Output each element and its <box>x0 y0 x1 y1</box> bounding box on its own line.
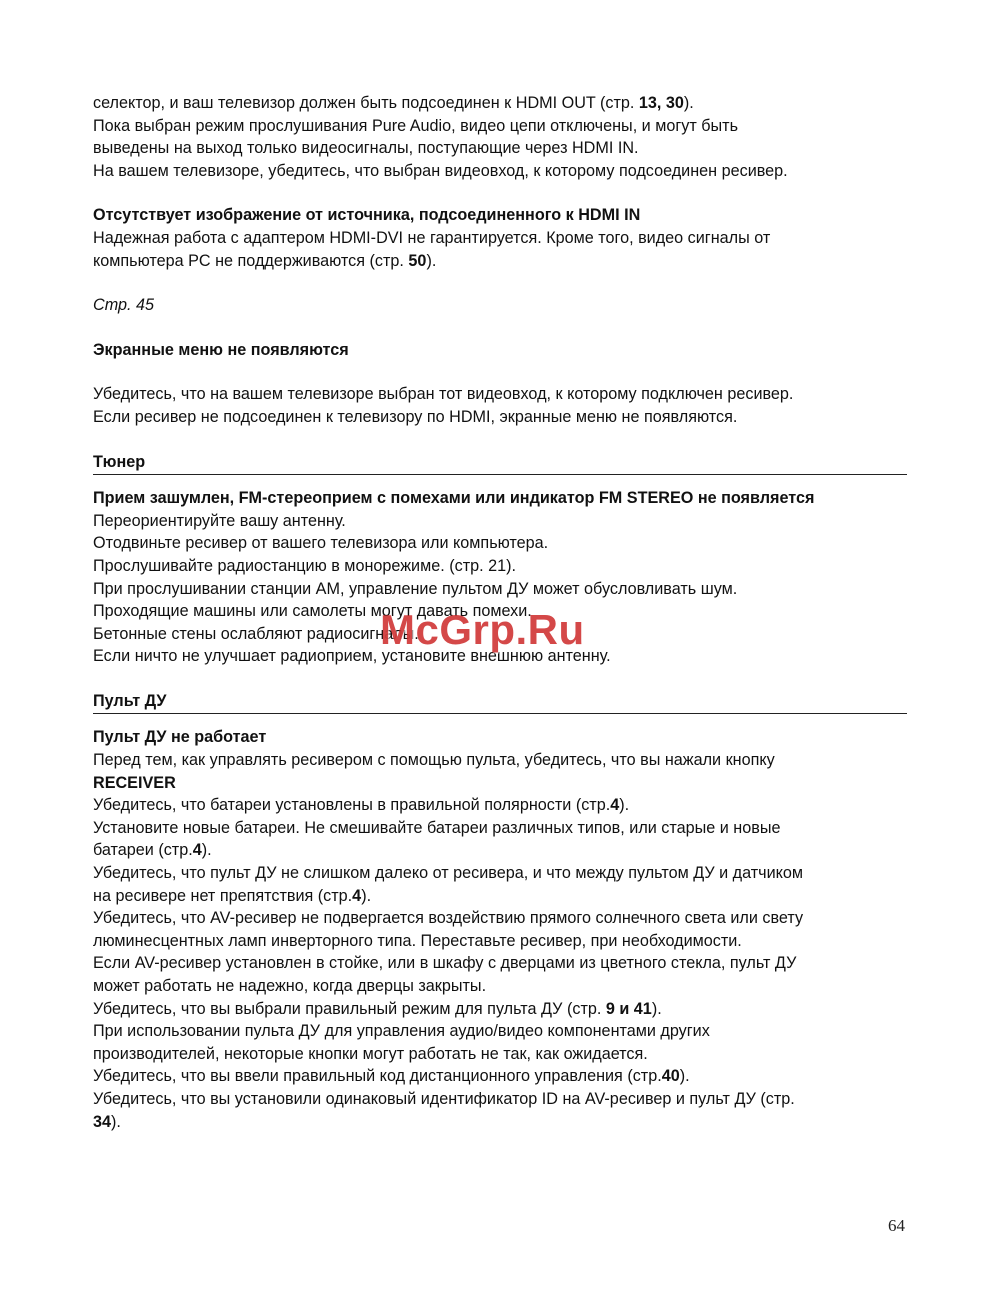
text-line: 34). <box>93 1112 121 1131</box>
watermark-logo: McGrp.Ru <box>380 606 585 653</box>
text-line: Убедитесь, что пульт ДУ не слишком далеко от ресивера, и что между пультом ДУ и датчиком <box>93 864 804 883</box>
issue-heading-menu: Экранные меню не появляются <box>93 340 349 359</box>
text-line: Убедитесь, что вы установили одинаковый идентификатор ID на AV-ресивер и пульт ДУ (стр. <box>93 1089 795 1108</box>
text-line: производителей, некоторые кнопки могут работать не так, как ожидается. <box>93 1044 648 1063</box>
text-line: Убедитесь, что вы ввели правильный код дистанционного управления (стр.40). <box>93 1067 690 1086</box>
text-line: на ресивере нет препятствия (стр.4). <box>93 886 372 905</box>
text-line: Убедитесь, что вы выбрали правильный режим для пульта ДУ (стр. 9 и 41). <box>93 999 662 1018</box>
page-reference: Стр. 45 <box>93 296 154 315</box>
section-title-remote: Пульт ДУ <box>93 690 907 715</box>
text-line: При использовании пульта ДУ для управления аудио/видео компонентами других <box>93 1022 710 1041</box>
text-line: Если ресивер не подсоединен к телевизору по HDMI, экранные меню не появляются. <box>93 407 738 426</box>
text-line: RECEIVER <box>93 773 176 792</box>
issue-heading-hdmi: Отсутствует изображение от источника, подсоединенного к HDMI IN <box>93 206 641 225</box>
text-line: Убедитесь, что батареи установлены в правильной полярности (стр.4). <box>93 796 630 815</box>
text-line: селектор, и ваш телевизор должен быть подсоединен к HDMI OUT (стр. 13, 30). <box>93 94 694 112</box>
list-item: Проходящие машины или самолеты могут давать помехи. <box>93 602 532 621</box>
text-line: Если AV-ресивер установлен в стойке, или в шкафу с дверцами из цветного стекла, пульт ДУ <box>93 954 797 973</box>
text-line: может работать не надежно, когда дверцы закрыты. <box>93 977 487 995</box>
text-line: Установите новые батареи. Не смешивайте батареи различных типов, или старые и новые <box>93 818 781 837</box>
list-item: При прослушивании станции AM, управление пультом ДУ может обусловливать шум. <box>93 579 738 598</box>
list-item: Бетонные стены ослабляют радиосигналы. <box>93 624 419 643</box>
text-line: Перед тем, как управлять ресивером с помощью пульта, убедитесь, что вы нажали кнопку <box>93 751 775 770</box>
issue-heading-tuner: Прием зашумлен, FM-стереоприем с помехами или индикатор FM STEREO не появляется <box>93 489 815 508</box>
text-line: выведены на выход только видеосигналы, поступающие через HDMI IN. <box>93 139 639 158</box>
text-line: люминесцентных ламп инверторного типа. Переставьте ресивер, при необходимости. <box>93 931 742 950</box>
list-item: Переориентируйте вашу антенну. <box>93 511 346 530</box>
list-item: Отодвиньте ресивер от вашего телевизора или компьютера. <box>93 534 549 553</box>
text-line: Убедитесь, что AV-ресивер не подвергается воздействию прямого солнечного света или свету <box>93 909 804 928</box>
text-line: Убедитесь, что на вашем телевизоре выбран тот видеовход, к которому подключен ресивер. <box>93 385 794 404</box>
text-line: батареи (стр.4). <box>93 841 212 860</box>
text-line: Пока выбран режим прослушивания Pure Audio, видео цепи отключены, и могут быть <box>93 116 739 135</box>
section-title-tuner: Тюнер <box>93 451 907 476</box>
text-line: Надежная работа с адаптером HDMI-DVI не гарантируется. Кроме того, видео сигналы от <box>93 228 771 247</box>
document-body <box>93 92 907 1133</box>
page-number: 64 <box>888 1216 905 1235</box>
text-line: На вашем телевизоре, убедитесь, что выбран видеовход, к которому подсоединен ресивер. <box>93 161 788 180</box>
list-item: Прослушивайте радиостанцию в монорежиме. (стр. 21). <box>93 556 516 575</box>
list-item: Если ничто не улучшает радиоприем, установите внешнюю антенну. <box>93 647 611 666</box>
text-line: компьютера PC не поддерживаются (стр. 50). <box>93 251 437 270</box>
issue-heading-remote: Пульт ДУ не работает <box>93 728 267 747</box>
